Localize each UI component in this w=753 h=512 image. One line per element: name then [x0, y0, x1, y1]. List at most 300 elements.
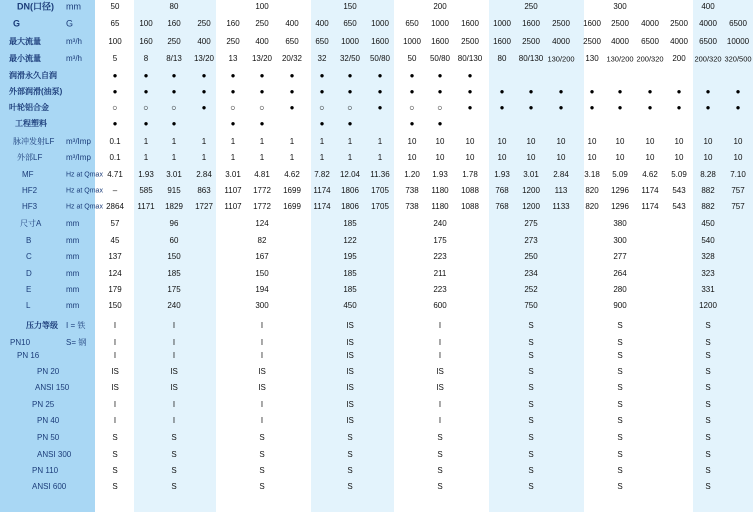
table-cell: 12.04 [339, 170, 361, 179]
filled-dot-icon: ● [647, 87, 653, 96]
table-cell: S [705, 482, 711, 491]
table-cell: 882 [701, 186, 715, 195]
table-cell: 250 [255, 19, 269, 28]
table-cell: 1 [230, 153, 236, 162]
filled-dot-icon: ● [201, 103, 207, 112]
table-cell: 60 [169, 236, 179, 245]
table-cell: 4.62 [642, 170, 658, 179]
table-cell: IS [111, 383, 119, 392]
table-cell: 185 [343, 285, 357, 294]
table-cell: 882 [701, 202, 715, 211]
table-cell: S [528, 400, 534, 409]
table-cell: 1600 [461, 19, 479, 28]
table-cell: I [438, 321, 442, 330]
table-cell: 65 [110, 19, 120, 28]
table-cell: IS [258, 383, 266, 392]
row-label: C [26, 252, 32, 261]
row-label: MF [22, 170, 34, 179]
table-cell: 252 [524, 285, 538, 294]
table-cell: 1.20 [404, 170, 420, 179]
table-cell: S [347, 466, 353, 475]
table-cell: S [347, 482, 353, 491]
table-cell: IS [111, 367, 119, 376]
open-circle-icon: ○ [319, 102, 325, 113]
table-cell: 250 [524, 252, 538, 261]
table-cell: 1000 [431, 19, 449, 28]
table-cell: I [172, 351, 176, 360]
table-cell: 273 [524, 236, 538, 245]
open-circle-icon: ○ [347, 102, 353, 113]
row-label: 叶轮铝合金 [9, 103, 49, 112]
filled-dot-icon: ● [259, 87, 265, 96]
table-cell: I [438, 338, 442, 347]
table-cell: S [347, 433, 353, 442]
open-circle-icon: ○ [230, 102, 236, 113]
table-cell: 4.62 [284, 170, 300, 179]
table-cell: 1 [201, 153, 207, 162]
open-circle-icon: ○ [112, 102, 118, 113]
table-cell: S [617, 400, 623, 409]
table-cell: 1 [319, 137, 325, 146]
filled-dot-icon: ● [171, 71, 177, 80]
table-cell: 320/500 [724, 54, 752, 64]
table-cell: 200/320 [636, 54, 664, 64]
table-cell: 1806 [341, 186, 359, 195]
table-cell: 1.78 [462, 170, 478, 179]
table-cell: 211 [433, 269, 447, 278]
table-cell: 57 [110, 219, 120, 228]
table-cell: 1200 [699, 301, 717, 310]
table-cell: S [259, 450, 265, 459]
row-label: ANSI 150 [35, 383, 70, 392]
table-cell: 167 [255, 252, 269, 261]
table-cell: S [528, 321, 534, 330]
table-cell: I [260, 321, 264, 330]
table-cell: 10 [674, 153, 684, 162]
table-cell: S [259, 466, 265, 475]
table-cell: 6500 [641, 37, 659, 46]
table-cell: 400 [255, 37, 269, 46]
table-cell: S [617, 338, 623, 347]
filled-dot-icon: ● [617, 87, 623, 96]
table-cell: 10 [407, 137, 417, 146]
table-cell: 7.10 [730, 170, 746, 179]
table-cell: I [260, 338, 264, 347]
row-label: 润滑永久自润 [9, 71, 57, 80]
table-cell: I [260, 416, 264, 425]
table-cell: 328 [701, 252, 715, 261]
table-cell: 1600 [522, 19, 540, 28]
table-cell: S [171, 450, 177, 459]
filled-dot-icon: ● [676, 87, 682, 96]
table-cell: 1727 [195, 202, 213, 211]
row-unit: Hz at Qmax [66, 203, 103, 211]
filled-dot-icon: ● [112, 119, 118, 128]
table-cell: 185 [343, 269, 357, 278]
table-cell: IS [346, 400, 354, 409]
table-cell: 80/130 [518, 54, 544, 63]
table-cell: 1 [259, 153, 265, 162]
table-cell: 20/32 [281, 54, 303, 63]
table-cell: 4000 [552, 37, 570, 46]
row-unit: m³/Imp [66, 137, 91, 146]
table-cell: 1699 [283, 186, 301, 195]
table-cell: 1699 [283, 202, 301, 211]
row-label: B [26, 236, 32, 245]
table-cell: 400 [197, 37, 211, 46]
table-cell: 1 [259, 137, 265, 146]
row-unit: mm [66, 285, 80, 294]
table-cell: 1088 [461, 186, 479, 195]
row-unit: I = 铁 [66, 321, 86, 330]
open-circle-icon: ○ [143, 102, 149, 113]
table-cell: 11.36 [370, 170, 390, 179]
row-unit: mm [66, 219, 80, 228]
table-cell: 80/130 [457, 54, 483, 63]
table-cell: S [617, 321, 623, 330]
table-cell: 175 [433, 236, 447, 245]
table-cell: S [528, 338, 534, 347]
table-cell: 1600 [583, 19, 601, 28]
table-cell: 45 [110, 236, 120, 245]
open-circle-icon: ○ [259, 102, 265, 113]
table-cell: S [617, 383, 623, 392]
filled-dot-icon: ● [143, 119, 149, 128]
table-cell: 10 [497, 153, 507, 162]
table-cell: 1133 [552, 202, 570, 211]
row-label: L [26, 301, 31, 310]
row-label: PN10 [10, 338, 31, 347]
table-cell: I [113, 400, 117, 409]
filled-dot-icon: ● [259, 119, 265, 128]
table-cell: 8 [143, 54, 149, 63]
table-cell: 250 [167, 37, 181, 46]
table-cell: 82 [257, 236, 267, 245]
filled-dot-icon: ● [589, 87, 595, 96]
filled-dot-icon: ● [437, 71, 443, 80]
table-cell: 1 [230, 137, 236, 146]
filled-dot-icon: ● [705, 103, 711, 112]
table-cell: 1 [347, 153, 353, 162]
table-cell: I [438, 400, 442, 409]
row-label: PN 110 [32, 466, 59, 475]
table-cell: 150 [255, 269, 269, 278]
table-cell: S [705, 383, 711, 392]
table-cell: 863 [197, 186, 211, 195]
row-label: 最大流量 [9, 37, 41, 46]
table-cell: 650 [405, 19, 419, 28]
row-unit: m³/Imp [66, 153, 91, 162]
table-cell: IS [346, 321, 354, 330]
table-cell: 750 [524, 301, 538, 310]
table-cell: 10 [497, 137, 507, 146]
table-cell: 130 [585, 54, 599, 63]
table-cell: 50/80 [429, 54, 451, 63]
table-cell: 915 [167, 186, 181, 195]
table-cell: 3.01 [166, 170, 182, 179]
table-cell: 137 [108, 252, 122, 261]
table-cell: 7.82 [314, 170, 330, 179]
table-cell: 757 [731, 186, 745, 195]
table-cell: IS [346, 367, 354, 376]
table-cell: 6500 [729, 19, 747, 28]
table-cell: 10 [465, 137, 475, 146]
row-label: 工程塑料 [15, 119, 47, 128]
row-label: HF2 [22, 186, 38, 195]
table-cell: IS [436, 367, 444, 376]
table-cell: 10 [587, 137, 597, 146]
row-label: 尺寸A [20, 219, 42, 228]
table-cell: 1200 [522, 202, 540, 211]
table-cell: 96 [169, 219, 179, 228]
table-cell: 2500 [552, 19, 570, 28]
table-cell: 10 [556, 137, 566, 146]
table-cell: 585 [139, 186, 153, 195]
table-cell: 175 [167, 285, 181, 294]
table-cell: 768 [495, 186, 509, 195]
row-unit: mm [66, 269, 80, 278]
table-cell: 223 [433, 252, 447, 261]
filled-dot-icon: ● [377, 103, 383, 112]
filled-dot-icon: ● [201, 87, 207, 96]
table-cell: 10 [526, 153, 536, 162]
table-cell: S [705, 338, 711, 347]
table-cell: 1000 [341, 37, 359, 46]
table-cell: S [705, 367, 711, 376]
filled-dot-icon: ● [528, 103, 534, 112]
filled-dot-icon: ● [230, 119, 236, 128]
table-cell: 250 [524, 2, 538, 11]
table-cell: I [172, 400, 176, 409]
table-cell: S [528, 351, 534, 360]
filled-dot-icon: ● [201, 71, 207, 80]
table-cell: 160 [226, 19, 240, 28]
open-circle-icon: ○ [409, 102, 415, 113]
table-cell: 13/20 [251, 54, 273, 63]
table-cell: S [171, 433, 177, 442]
table-cell: S [437, 482, 443, 491]
table-cell: 124 [255, 219, 269, 228]
table-cell: S [617, 367, 623, 376]
table-cell: 2500 [611, 19, 629, 28]
table-cell: 1296 [611, 186, 629, 195]
filled-dot-icon: ● [467, 71, 473, 80]
table-cell: I [172, 338, 176, 347]
table-cell: S [705, 466, 711, 475]
row-unit: m³/h [66, 37, 82, 46]
table-cell: 10 [703, 153, 713, 162]
row-label: 外部润滑(油泵) [9, 87, 63, 96]
table-cell: 8/13 [166, 54, 182, 63]
filled-dot-icon: ● [437, 119, 443, 128]
table-cell: 200 [672, 54, 686, 63]
table-cell: 150 [343, 2, 357, 11]
table-cell: 2864 [106, 202, 124, 211]
table-cell: 10 [703, 137, 713, 146]
table-cell: IS [346, 383, 354, 392]
table-cell: S [437, 466, 443, 475]
table-cell: IS [436, 383, 444, 392]
table-cell: 10 [733, 137, 743, 146]
table-cell: I [113, 338, 117, 347]
table-cell: 650 [343, 19, 357, 28]
table-cell: S [259, 433, 265, 442]
table-cell: 650 [285, 37, 299, 46]
table-cell: 1 [289, 153, 295, 162]
table-cell: S [171, 466, 177, 475]
table-cell: 5.09 [671, 170, 687, 179]
table-cell: 1829 [165, 202, 183, 211]
table-cell: 1107 [224, 202, 242, 211]
table-cell: 0.1 [109, 153, 121, 162]
table-cell: 1 [171, 137, 177, 146]
table-cell: 50/80 [369, 54, 391, 63]
table-cell: 5 [112, 54, 118, 63]
filled-dot-icon: ● [143, 71, 149, 80]
filled-dot-icon: ● [409, 71, 415, 80]
table-cell: 2.84 [553, 170, 569, 179]
table-cell: IS [170, 367, 178, 376]
table-cell: 4000 [699, 19, 717, 28]
table-cell: 6500 [699, 37, 717, 46]
table-cell: 1 [143, 153, 149, 162]
filled-dot-icon: ● [377, 71, 383, 80]
table-cell: 2500 [583, 37, 601, 46]
table-cell: 10 [733, 153, 743, 162]
filled-dot-icon: ● [347, 119, 353, 128]
table-cell: S [705, 416, 711, 425]
table-cell: – [112, 186, 118, 195]
filled-dot-icon: ● [558, 103, 564, 112]
table-cell: 1000 [371, 19, 389, 28]
table-cell: I [172, 416, 176, 425]
table-cell: 1 [319, 153, 325, 162]
table-cell: 1 [377, 137, 383, 146]
row-unit: mm [66, 1, 81, 12]
table-cell: S [528, 416, 534, 425]
table-cell: S [171, 482, 177, 491]
table-cell: S [347, 450, 353, 459]
table-cell: 100 [139, 19, 153, 28]
filled-dot-icon: ● [347, 87, 353, 96]
table-cell: 280 [613, 285, 627, 294]
table-cell: 4000 [670, 37, 688, 46]
table-cell: 2500 [522, 37, 540, 46]
table-cell: 300 [255, 301, 269, 310]
table-cell: 768 [495, 202, 509, 211]
table-cell: I [172, 321, 176, 330]
table-cell: 200 [433, 2, 447, 11]
filled-dot-icon: ● [735, 103, 741, 112]
filled-dot-icon: ● [558, 87, 564, 96]
table-cell: S [528, 450, 534, 459]
table-cell: 10 [465, 153, 475, 162]
table-cell: S [617, 482, 623, 491]
row-unit: G [66, 18, 74, 29]
table-cell: 450 [343, 301, 357, 310]
table-cell: 820 [585, 202, 599, 211]
table-cell: 32/50 [339, 54, 361, 63]
table-cell: I [113, 321, 117, 330]
table-cell: 1174 [313, 202, 331, 211]
table-cell: 10 [407, 153, 417, 162]
table-cell: S [705, 321, 711, 330]
table-cell: 1600 [493, 37, 511, 46]
row-label: PN 50 [37, 433, 60, 442]
row-label: ANSI 600 [32, 482, 67, 491]
table-cell: 100 [108, 37, 122, 46]
table-cell: S [259, 482, 265, 491]
table-cell: 10000 [726, 37, 750, 46]
table-cell: 194 [255, 285, 269, 294]
table-cell: 331 [701, 285, 715, 294]
table-cell: IS [346, 416, 354, 425]
filled-dot-icon: ● [617, 103, 623, 112]
table-cell: 200/320 [694, 54, 722, 64]
table-cell: 1772 [253, 186, 271, 195]
table-cell: 10 [526, 137, 536, 146]
filled-dot-icon: ● [319, 87, 325, 96]
table-cell: 80 [497, 54, 507, 63]
table-cell: 3.01 [225, 170, 241, 179]
table-cell: 4.81 [254, 170, 270, 179]
table-cell: 1705 [371, 186, 389, 195]
table-cell: S [528, 482, 534, 491]
table-cell: S [528, 367, 534, 376]
table-cell: 195 [343, 252, 357, 261]
table-cell: 1772 [253, 202, 271, 211]
row-label: 压力等级 [26, 321, 58, 330]
table-cell: S [617, 416, 623, 425]
table-cell: S [528, 383, 534, 392]
row-label: ANSI 300 [37, 450, 72, 459]
table-cell: 1.93 [138, 170, 154, 179]
table-cell: 900 [613, 301, 627, 310]
filled-dot-icon: ● [589, 103, 595, 112]
table-cell: 1 [143, 137, 149, 146]
filled-dot-icon: ● [259, 71, 265, 80]
table-cell: 2500 [461, 37, 479, 46]
row-label: E [26, 285, 32, 294]
row-label: DN(口径) [17, 1, 54, 12]
table-cell: 250 [197, 19, 211, 28]
table-cell: 277 [613, 252, 627, 261]
filled-dot-icon: ● [409, 119, 415, 128]
table-cell: 250 [226, 37, 240, 46]
table-cell: 1171 [137, 202, 155, 211]
table-cell: S [112, 466, 118, 475]
table-cell: 1 [201, 137, 207, 146]
table-cell: 124 [108, 269, 122, 278]
table-cell: I [260, 351, 264, 360]
filled-dot-icon: ● [289, 71, 295, 80]
row-unit: m³/h [66, 54, 82, 63]
table-cell: 122 [343, 236, 357, 245]
filled-dot-icon: ● [499, 87, 505, 96]
table-cell: 380 [613, 219, 627, 228]
table-cell: 2500 [670, 19, 688, 28]
table-cell: 1.93 [494, 170, 510, 179]
row-label: HF3 [22, 202, 38, 211]
row-unit: Hz at Qmax [66, 187, 103, 195]
table-cell: S [705, 400, 711, 409]
table-cell: 1 [171, 153, 177, 162]
table-cell: S [112, 482, 118, 491]
filled-dot-icon: ● [676, 103, 682, 112]
table-cell: 1806 [341, 202, 359, 211]
table-cell: I [113, 416, 117, 425]
filled-dot-icon: ● [467, 87, 473, 96]
